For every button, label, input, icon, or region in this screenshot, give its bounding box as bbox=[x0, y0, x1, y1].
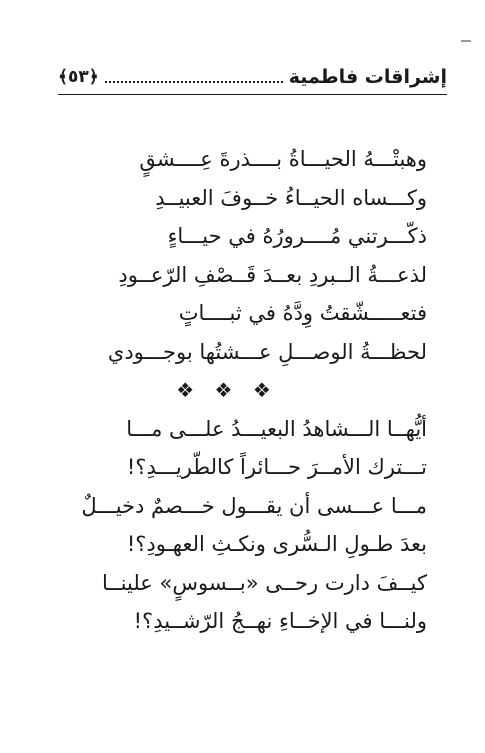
verse-line: تـــترك الأمــرَ حـــائراً كالطّريـــدِ؟! bbox=[126, 455, 427, 479]
verse-line: لحظـــةُ الوصـــلِ عـــشتُها بوجـــودي bbox=[107, 339, 427, 364]
diamond-ornament-icon: ❖ bbox=[214, 378, 233, 402]
verse-line: لذعـــةُ الــبردِ بعــدَ قَــصْفِ الرّعــودِ bbox=[118, 262, 427, 287]
diamond-ornament-icon: ❖ bbox=[252, 378, 271, 402]
diamond-ornament-icon: ❖ bbox=[176, 378, 195, 402]
book-title: إشراقات فاطمية bbox=[288, 66, 447, 88]
scan-corner-mark bbox=[461, 40, 471, 42]
verse-line: وكـــساه الحيــاءُ خــوفَ العبيــدِ bbox=[155, 185, 427, 210]
verse-line: فتعـــــشّقتُ وِدَّهُ في ثبــــاتٍ bbox=[178, 301, 427, 325]
page-number: ﴿٥٣﴾ bbox=[58, 67, 99, 87]
header-dot-leader bbox=[105, 81, 283, 83]
verse-line: وهبتْـــهُ الحيـــاةُ بــــذرةَ عِــــشقٍ bbox=[139, 147, 427, 171]
verse-line: ولنـــا في الإخــاءِ نهــجُ الرّشــيدِ؟! bbox=[133, 609, 427, 633]
poem bbox=[40, 140, 427, 641]
header-rule bbox=[58, 94, 447, 95]
running-header bbox=[58, 64, 447, 90]
verse-line: ذكّـــرتني مُــــرورُهُ في حيـــاءٍ bbox=[167, 224, 427, 248]
verse-line: مـــا عـــسى أن يقـــول خـــصمٌ دخيـــلٌ bbox=[81, 493, 427, 518]
verse-line: أيُّهــا الـــشاهدُ البعيـــدُ علـــى مـــا bbox=[126, 416, 427, 441]
verse-line: كيــفَ دارت رحــى «بــسوسٍ» علينــا bbox=[101, 570, 427, 595]
verse-line: بعدَ طـولِ الـسُّرى ونكـثِ العهـودِ؟! bbox=[126, 532, 427, 556]
stanza-separator bbox=[40, 371, 427, 410]
